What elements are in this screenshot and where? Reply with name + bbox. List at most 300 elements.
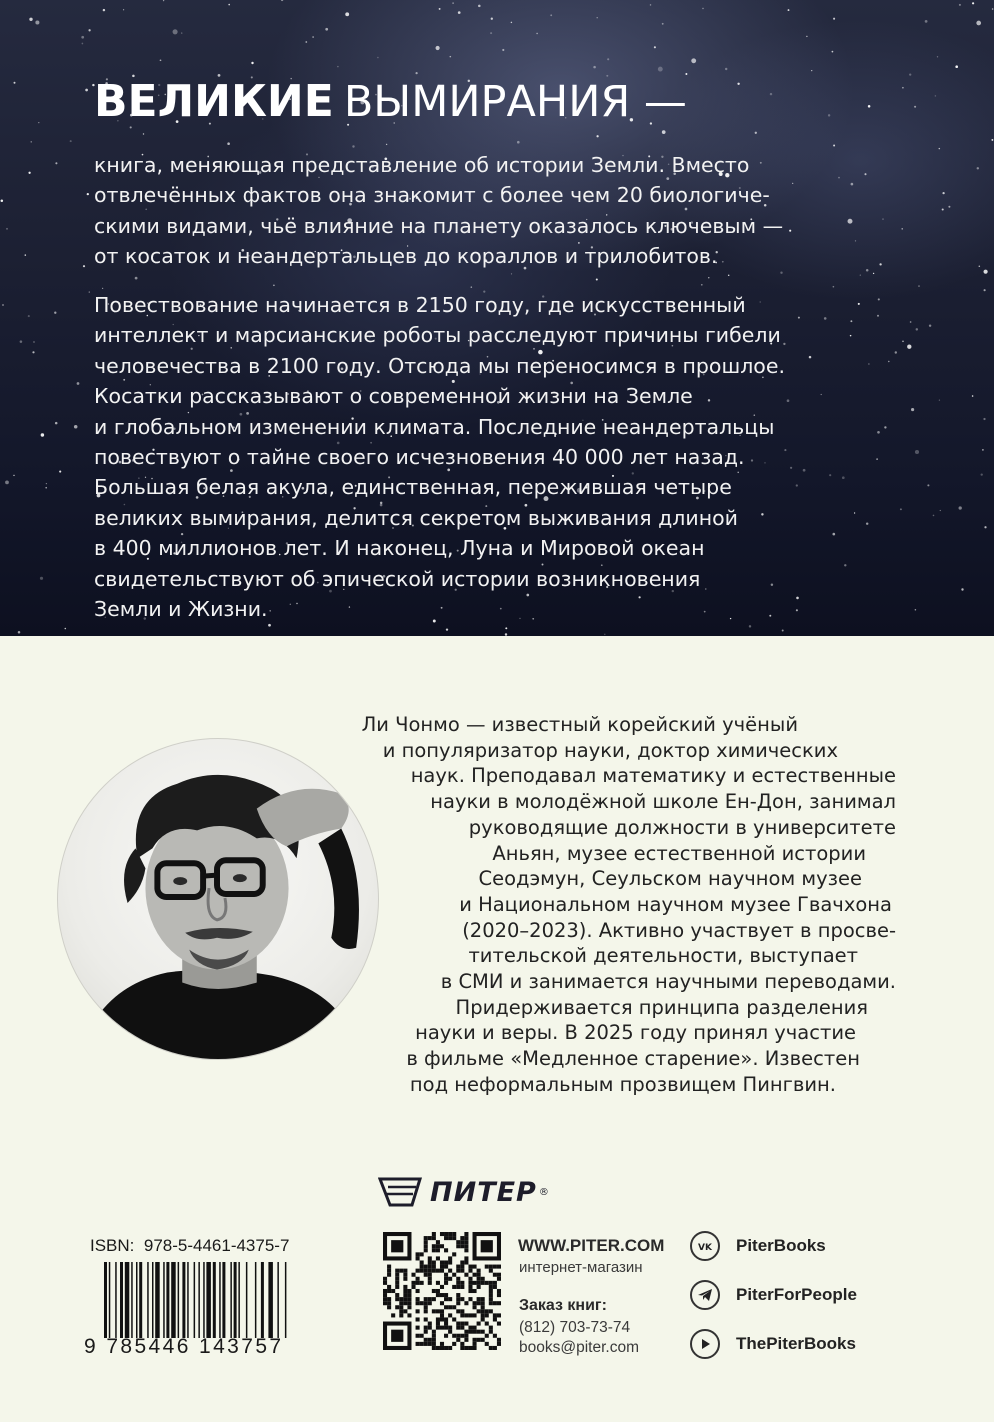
qr-module [440, 1285, 444, 1289]
qr-module [464, 1244, 468, 1248]
qr-module [424, 1244, 428, 1248]
star [20, 340, 23, 343]
star [458, 11, 461, 14]
star [821, 394, 822, 395]
barcode-bar [268, 1262, 273, 1338]
star [868, 105, 871, 108]
qr-module [489, 1330, 493, 1334]
barcode-bar [285, 1262, 287, 1338]
qr-module [440, 1326, 444, 1330]
story-line: повествуют о тайне своего исчезновения 40 000 лет назад. [94, 445, 745, 470]
qr-module [440, 1317, 444, 1321]
star [929, 324, 931, 326]
qr-module [428, 1265, 432, 1269]
star [850, 335, 852, 337]
qr-module [473, 1330, 477, 1334]
story-line: интеллект и марсианские роботы расследуют причины гибели [94, 323, 781, 348]
cover-sky-panel [0, 0, 994, 636]
star [976, 21, 981, 26]
qr-module [432, 1297, 436, 1301]
qr-module [448, 1277, 452, 1281]
bio-line: под неформальным прозвищем Пингвин. [409, 1072, 836, 1096]
qr-module [485, 1322, 489, 1326]
star [691, 58, 696, 63]
qr-module [440, 1265, 444, 1269]
qr-module [497, 1313, 501, 1317]
qr-module [416, 1256, 420, 1260]
star [918, 285, 920, 287]
qr-module [399, 1313, 403, 1317]
qr-module [387, 1269, 391, 1273]
qr-module [436, 1248, 440, 1252]
qr-module [468, 1265, 472, 1269]
qr-module [489, 1289, 493, 1293]
barcode-bar [198, 1262, 200, 1338]
social-telegram-label: PiterForPeople [736, 1285, 857, 1304]
star [910, 321, 912, 323]
qr-module [416, 1252, 420, 1256]
qr-module [477, 1269, 481, 1273]
star [796, 484, 798, 486]
star [65, 628, 67, 630]
qr-module [452, 1334, 456, 1338]
qr-module [428, 1338, 432, 1342]
qr-module [436, 1346, 440, 1350]
star [377, 57, 379, 59]
barcode-bar [152, 1262, 154, 1338]
star [832, 533, 835, 536]
star [876, 458, 878, 460]
qr-module [444, 1232, 448, 1236]
star [833, 286, 835, 288]
star [959, 4, 961, 6]
qr-module [477, 1281, 481, 1285]
star [337, 66, 338, 67]
qr-module [395, 1293, 399, 1297]
star [650, 4, 652, 6]
star [854, 512, 855, 513]
star [737, 83, 739, 85]
qr-module [489, 1285, 493, 1289]
qr-module [395, 1273, 399, 1277]
qr-module [497, 1342, 501, 1346]
star [31, 141, 32, 142]
qr-module [464, 1330, 468, 1334]
star [984, 270, 988, 274]
qr-module [485, 1334, 489, 1338]
qr-module [452, 1285, 456, 1289]
star [87, 193, 89, 195]
qr-module [407, 1293, 411, 1297]
qr-module [428, 1277, 432, 1281]
star [877, 315, 879, 317]
qr-module [493, 1317, 497, 1321]
youtube-icon [690, 1329, 720, 1359]
qr-module [481, 1301, 485, 1305]
author-portrait [57, 738, 379, 1060]
qr-module [411, 1273, 415, 1277]
qr-module [481, 1338, 485, 1342]
social-youtube[interactable] [690, 1329, 856, 1359]
qr-module [428, 1256, 432, 1260]
qr-module [399, 1305, 403, 1309]
author-bio [362, 712, 896, 1098]
star [33, 341, 34, 342]
star [900, 508, 902, 510]
qr-module [493, 1313, 497, 1317]
barcode-bar [238, 1262, 240, 1338]
barcode-bar [155, 1262, 160, 1338]
star [41, 433, 44, 436]
star [851, 183, 854, 186]
star [654, 46, 656, 48]
star [940, 510, 941, 511]
qr-module [481, 1309, 485, 1313]
qr-module [452, 1232, 456, 1236]
intro-line: скими видами, чьё влияние на планету оказалось ключевым — [94, 213, 784, 238]
qr-module [440, 1293, 444, 1297]
qr-module [444, 1273, 448, 1277]
qr-module [452, 1273, 456, 1277]
star [596, 278, 598, 280]
qr-module [456, 1265, 460, 1269]
qr-module [464, 1260, 468, 1264]
star [505, 627, 507, 629]
star [450, 56, 452, 58]
social-vk-label: PiterBooks [736, 1236, 826, 1255]
qr-module [424, 1309, 428, 1313]
qr-module [424, 1305, 428, 1309]
qr-module [456, 1301, 460, 1305]
qr-module [387, 1301, 391, 1305]
qr-module [481, 1313, 485, 1317]
qr-module [416, 1269, 420, 1273]
star [915, 450, 919, 454]
star [959, 506, 962, 509]
qr-module [497, 1289, 501, 1293]
star [45, 487, 47, 489]
star [915, 609, 917, 611]
star [18, 631, 21, 634]
star [70, 140, 72, 142]
qr-module [464, 1256, 468, 1260]
qr-module [391, 1313, 395, 1317]
qr-module [420, 1334, 424, 1338]
qr-module [460, 1334, 464, 1338]
bio-line: в СМИ и занимается научными переводами. [440, 970, 896, 994]
qr-module [440, 1244, 444, 1248]
qr-module [399, 1269, 403, 1273]
qr-module [497, 1293, 501, 1297]
star [809, 356, 812, 359]
star [868, 363, 869, 364]
star [55, 162, 57, 164]
qr-module [448, 1305, 452, 1309]
star [790, 467, 792, 469]
star [439, 8, 441, 10]
qr-module [440, 1301, 444, 1305]
star [505, 633, 507, 635]
star [281, 0, 283, 1]
barcode-bar [120, 1262, 123, 1338]
star [123, 9, 124, 10]
barcode-bar [219, 1262, 221, 1338]
qr-module [448, 1297, 452, 1301]
star [143, 133, 144, 134]
qr-module [420, 1260, 424, 1264]
qr-module [473, 1281, 477, 1285]
qr-module [387, 1305, 391, 1309]
star [984, 526, 986, 528]
qr-module [460, 1313, 464, 1317]
star [2, 304, 4, 306]
star [77, 382, 80, 385]
social-vk[interactable] [690, 1231, 826, 1261]
bio-line: и популяризатор науки, доктор химических [382, 738, 838, 762]
qr-module [428, 1342, 432, 1346]
barcode-bar [136, 1262, 138, 1338]
star [89, 291, 90, 292]
star [38, 122, 39, 123]
star [305, 41, 307, 43]
qr-module [497, 1265, 501, 1269]
star [879, 263, 881, 265]
qr-module [395, 1269, 399, 1273]
publisher-logo-icon [378, 1175, 428, 1209]
order-email[interactable]: books@piter.com [519, 1339, 639, 1356]
story-line: Повествование начинается в 2150 году, где искусственный [94, 293, 746, 317]
qr-module [456, 1269, 460, 1273]
qr-module [416, 1326, 420, 1330]
qr-module [473, 1265, 477, 1269]
star [796, 609, 798, 611]
barcode-bar [115, 1262, 117, 1338]
qr-module [424, 1240, 428, 1244]
star [708, 277, 709, 278]
star [942, 208, 944, 210]
qr-module [473, 1326, 477, 1330]
qr-module [424, 1326, 428, 1330]
star [829, 474, 831, 476]
qr-module [477, 1285, 481, 1289]
qr-module [473, 1338, 477, 1342]
qr-module [464, 1346, 468, 1350]
qr-module [420, 1252, 424, 1256]
qr-module [452, 1252, 456, 1256]
star [160, 59, 162, 61]
star [873, 273, 874, 274]
star [838, 177, 840, 179]
star [28, 315, 30, 317]
qr-module [460, 1285, 464, 1289]
star [749, 625, 751, 627]
qr-module [387, 1273, 391, 1277]
barcode-bar [230, 1262, 232, 1338]
bio-line: науки и веры. В 2025 году принял участие [415, 1021, 856, 1045]
star [780, 271, 782, 273]
qr-module [416, 1281, 420, 1285]
star [755, 132, 757, 134]
qr-module [420, 1301, 424, 1305]
star [902, 87, 904, 89]
qr-module [493, 1281, 497, 1285]
qr-module [395, 1297, 399, 1301]
star [54, 312, 56, 314]
qr-module [452, 1305, 456, 1309]
star [728, 275, 729, 276]
barcode-bar [194, 1262, 196, 1338]
qr-module [493, 1346, 497, 1350]
star [981, 473, 983, 475]
qr-code[interactable] [383, 1232, 501, 1350]
qr-module [436, 1326, 440, 1330]
star [984, 289, 986, 291]
qr-module [420, 1265, 424, 1269]
qr-module [460, 1297, 464, 1301]
qr-module [428, 1281, 432, 1285]
star [25, 254, 26, 255]
star [32, 351, 34, 353]
qr-module [448, 1346, 452, 1350]
star [977, 167, 979, 169]
star [251, 62, 253, 64]
qr-module [460, 1281, 464, 1285]
qr-module [489, 1326, 493, 1330]
qr-module [411, 1285, 415, 1289]
qr-module [432, 1248, 436, 1252]
star [992, 8, 994, 10]
star [29, 18, 32, 21]
qr-module [460, 1322, 464, 1326]
star [895, 351, 897, 353]
qr-module [428, 1326, 432, 1330]
bio-line: в фильме «Медленное старение». Известен [406, 1047, 860, 1071]
star [948, 206, 950, 208]
qr-module [497, 1273, 501, 1277]
star [658, 67, 663, 72]
star [848, 219, 853, 224]
order-phone[interactable]: (812) 703-73-74 [519, 1319, 631, 1336]
qr-module [444, 1326, 448, 1330]
qr-module [481, 1317, 485, 1321]
qr-module [444, 1317, 448, 1321]
star [877, 431, 880, 434]
qr-module [481, 1297, 485, 1301]
star [991, 139, 993, 141]
qr-module [403, 1277, 407, 1281]
story-line: и глобальном изменении климата. Последние неандертальцы [94, 414, 775, 439]
qr-module [452, 1317, 456, 1321]
star [866, 269, 869, 272]
qr-module [432, 1346, 436, 1350]
qr-module [399, 1297, 403, 1301]
star [604, 634, 605, 635]
qr-module [456, 1277, 460, 1281]
star [770, 93, 772, 95]
qr-module [424, 1273, 428, 1277]
star [824, 317, 827, 320]
qr-module [436, 1240, 440, 1244]
star [911, 408, 914, 411]
star [13, 475, 14, 476]
star [939, 148, 940, 149]
barcode-bar [182, 1262, 185, 1338]
story-line: Косатки рассказывают о современной жизни на Земле [94, 384, 693, 409]
bio-line: наук. Преподавал математику и естественные [410, 764, 896, 788]
qr-module [440, 1313, 444, 1317]
telegram-icon [690, 1280, 720, 1310]
qr-module [456, 1240, 460, 1244]
qr-module [489, 1293, 493, 1297]
star [832, 51, 834, 53]
star [55, 422, 58, 425]
qr-module [407, 1289, 411, 1293]
star [796, 597, 799, 600]
qr-module [428, 1236, 432, 1240]
qr-module [456, 1285, 460, 1289]
barcode [104, 1262, 290, 1338]
qr-module [473, 1301, 477, 1305]
qr-module [444, 1281, 448, 1285]
qr-module [464, 1232, 468, 1236]
star [902, 228, 903, 229]
qr-module [485, 1342, 489, 1346]
qr-module [424, 1338, 428, 1342]
qr-module [489, 1269, 493, 1273]
barcode-bar [125, 1262, 130, 1338]
qr-module [456, 1297, 460, 1301]
qr-module [473, 1305, 477, 1309]
order-heading: Заказ книг: [519, 1297, 607, 1314]
qr-module [489, 1297, 493, 1301]
qr-module [436, 1289, 440, 1293]
qr-module [416, 1309, 420, 1313]
star [972, 2, 974, 4]
headline-light: ВЫМИРАНИЯ — [343, 77, 687, 127]
story-paragraph [94, 290, 785, 624]
qr-module [448, 1330, 452, 1334]
star [173, 29, 178, 34]
qr-module [416, 1297, 420, 1301]
qr-module [424, 1317, 428, 1321]
barcode-bar [104, 1262, 107, 1338]
qr-module [424, 1248, 428, 1252]
qr-module [489, 1301, 493, 1305]
barcode-bar [171, 1262, 176, 1338]
qr-module [391, 1240, 403, 1252]
star [979, 266, 981, 268]
qr-module [395, 1277, 399, 1281]
qr-module [468, 1326, 472, 1330]
qr-module [436, 1293, 440, 1297]
qr-module [424, 1342, 428, 1346]
qr-module [444, 1277, 448, 1281]
website-link[interactable]: WWW.PITER.COM [518, 1236, 665, 1255]
qr-module [473, 1289, 477, 1293]
star [5, 481, 9, 485]
star [914, 106, 916, 108]
qr-module [432, 1265, 436, 1269]
social-telegram[interactable] [690, 1280, 857, 1310]
star [844, 564, 846, 566]
qr-module [403, 1273, 407, 1277]
star [803, 469, 806, 472]
social-youtube-label: ThePiterBooks [736, 1334, 856, 1353]
qr-module [464, 1248, 468, 1252]
bio-line: науки в молодёжной школе Ен-Дон, занимал [430, 790, 896, 814]
star [833, 145, 835, 147]
qr-module [477, 1297, 481, 1301]
